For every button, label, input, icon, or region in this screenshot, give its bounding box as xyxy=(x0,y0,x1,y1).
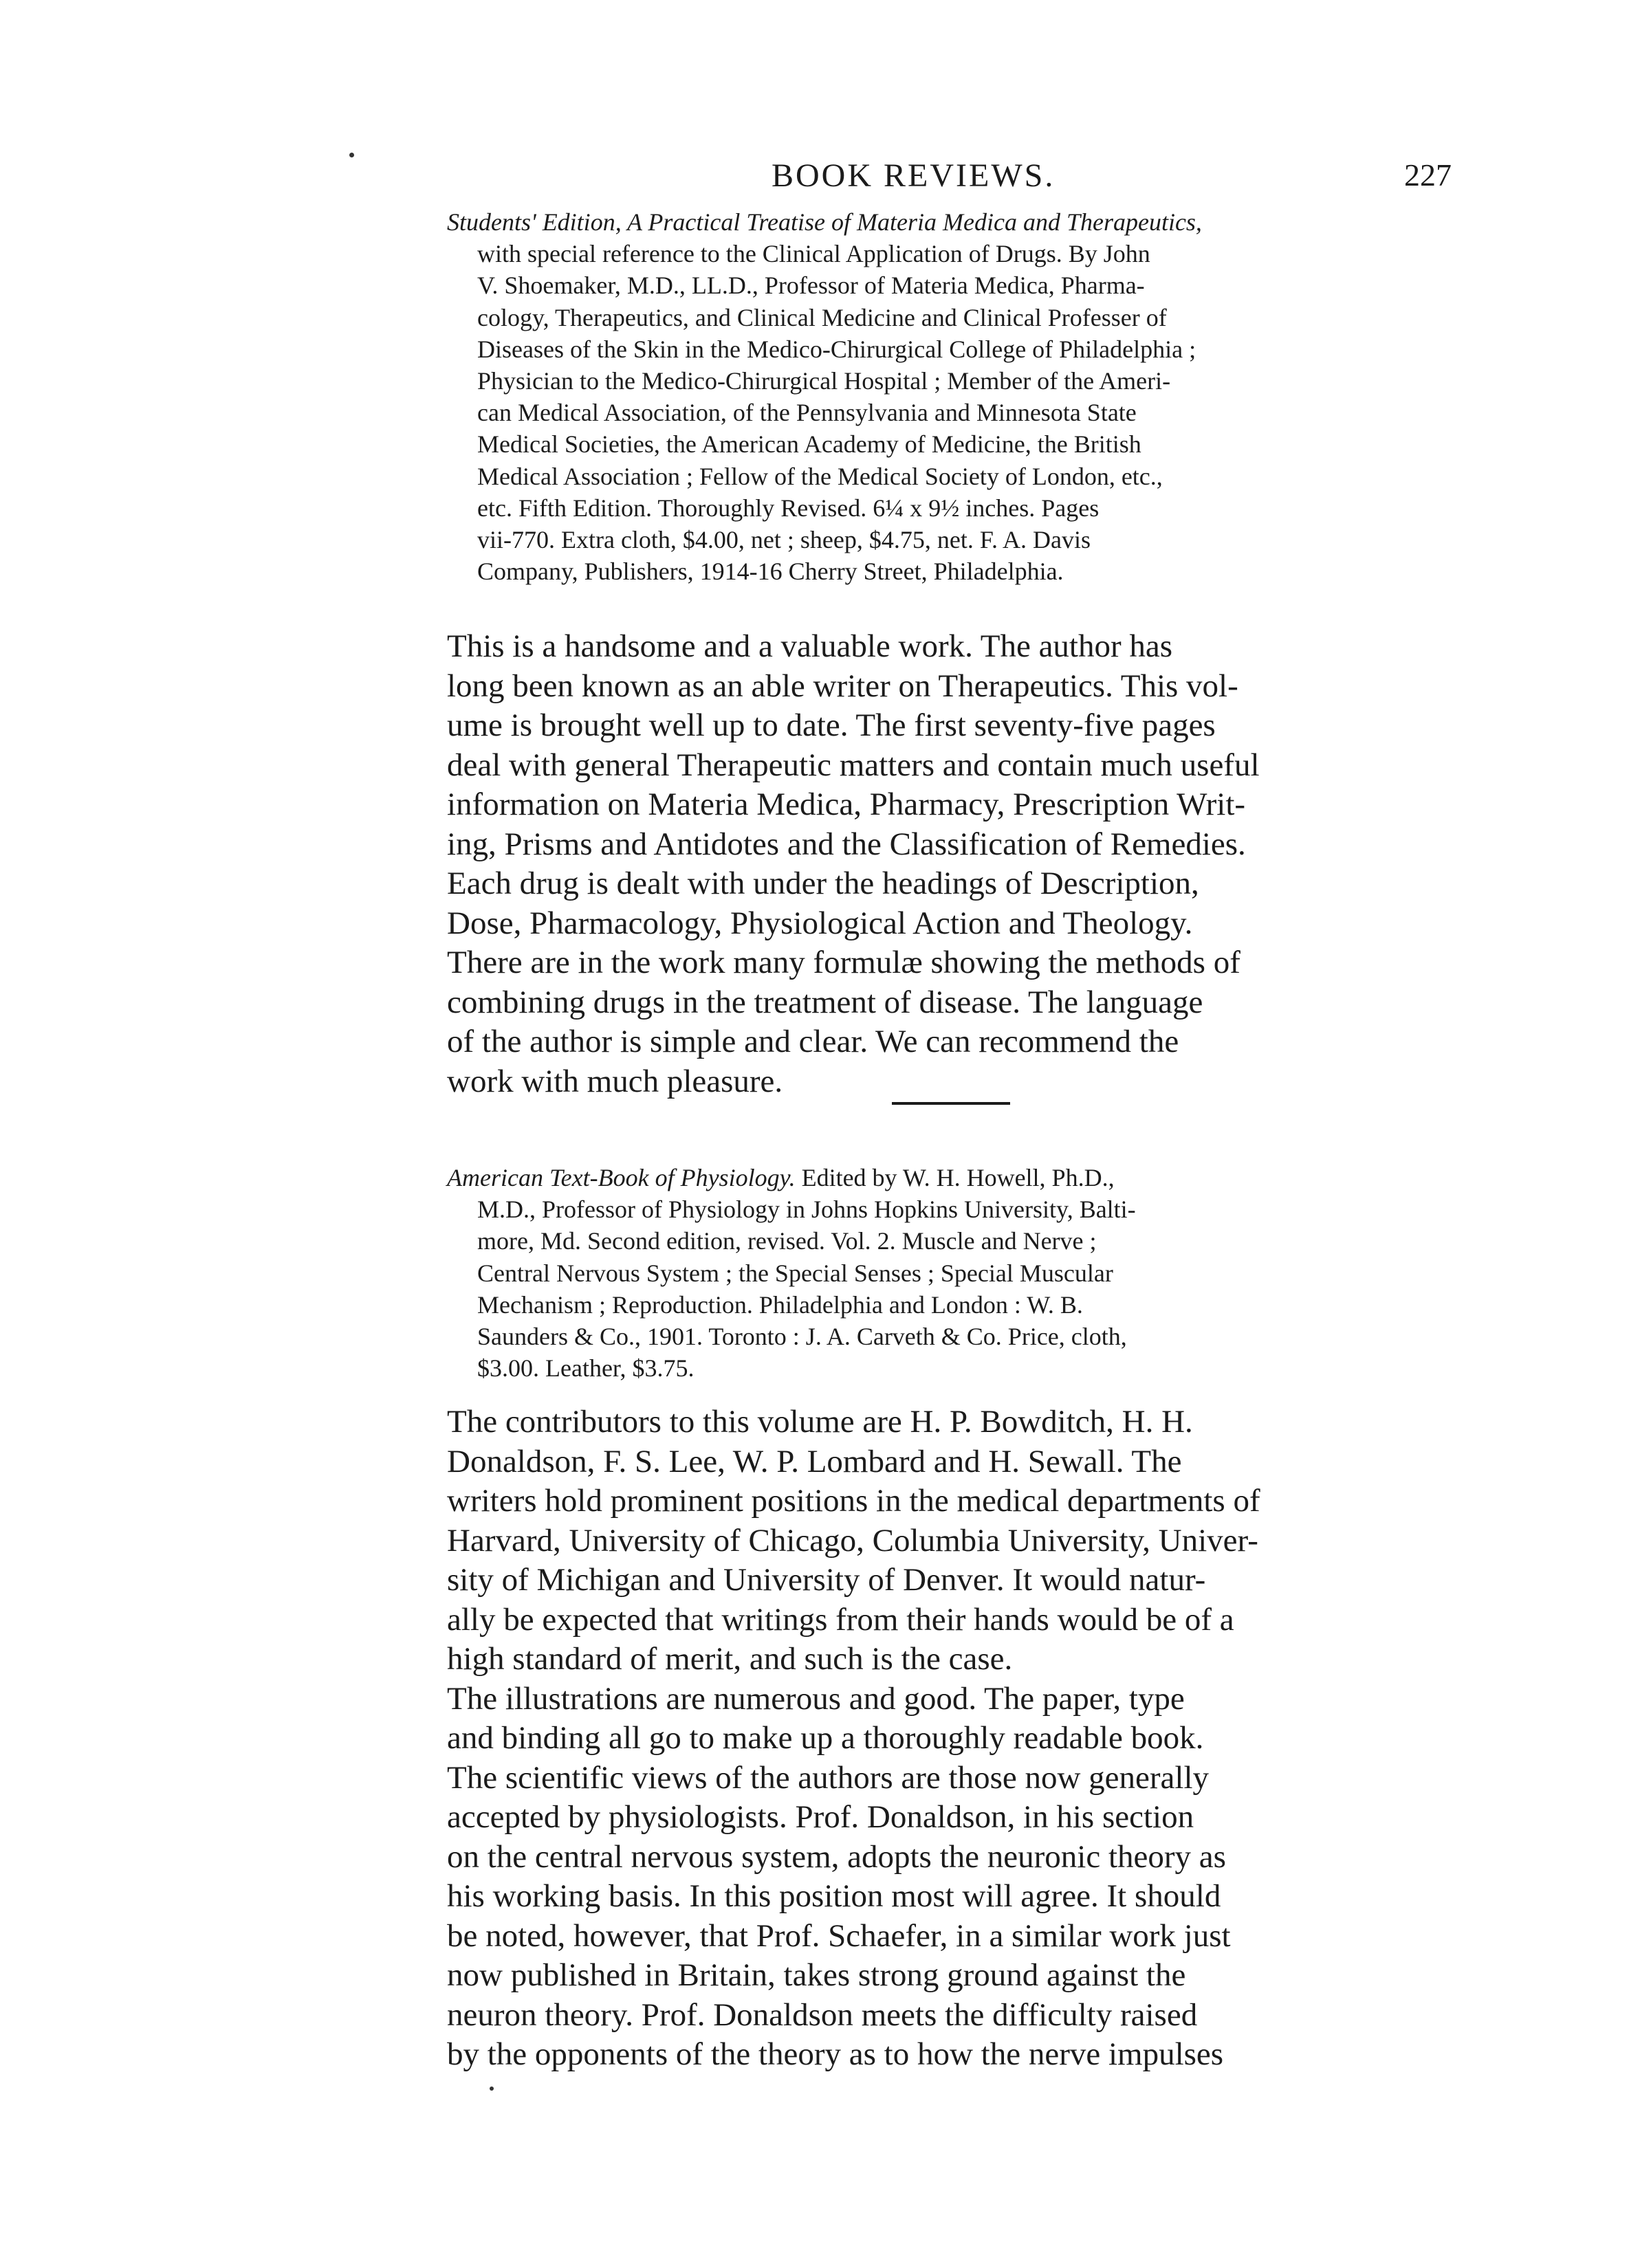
citation-line: vii-770. Extra cloth, $4.00, net ; sheep, $4.75, net. F. A. Davis xyxy=(477,526,1091,554)
citation-line: Physician to the Medico-Chirurgical Hospital ; Member of the Ameri- xyxy=(477,367,1171,395)
section-divider xyxy=(892,1102,1010,1105)
body-line: The illustrations are numerous and good. The paper, type xyxy=(447,1680,1185,1717)
review-1-citation xyxy=(447,206,1472,587)
body-line: neuron theory. Prof. Donaldson meets the difficulty raised xyxy=(447,1996,1198,2033)
body-line: ume is brought well up to date. The first seventy-five pages xyxy=(447,707,1216,743)
review-1-body xyxy=(447,627,1472,1101)
citation-line: with special reference to the Clinical Application of Drugs. By John xyxy=(477,240,1150,268)
body-line: now published in Britain, takes strong ground against the xyxy=(447,1957,1186,1993)
citation-line: can Medical Association, of the Pennsylvania and Minnesota State xyxy=(477,399,1137,427)
review-2-citation xyxy=(447,1162,1472,1384)
citation-line: more, Md. Second edition, revised. Vol. 2. Muscle and Nerve ; xyxy=(477,1227,1097,1255)
citation-title: Students' Edition, A Practical Treatise of Materia Medica and Therapeutics, xyxy=(447,208,1202,236)
citation-line: V. Shoemaker, M.D., LL.D., Professor of Materia Medica, Pharma- xyxy=(477,272,1145,300)
citation-line: Company, Publishers, 1914-16 Cherry Street, Philadelphia. xyxy=(477,558,1064,586)
body-line: by the opponents of the theory as to how the nerve impulses xyxy=(447,2036,1224,2072)
running-head xyxy=(0,157,1640,198)
body-line: The scientific views of the authors are those now generally xyxy=(447,1759,1210,1796)
review-2-body xyxy=(447,1402,1472,2075)
citation-line: Diseases of the Skin in the Medico-Chirurgical College of Philadelphia ; xyxy=(477,335,1196,363)
body-line: high standard of merit, and such is the case. xyxy=(447,1641,1013,1677)
citation-line: Edited by W. H. Howell, Ph.D., xyxy=(795,1164,1115,1191)
citation-line: M.D., Professor of Physiology in Johns Hopkins University, Balti- xyxy=(477,1196,1136,1224)
citation-line: Mechanism ; Reproduction. Philadelphia and London : W. B. xyxy=(477,1290,1083,1319)
citation-line: Saunders & Co., 1901. Toronto : J. A. Carveth & Co. Price, cloth, xyxy=(477,1323,1127,1351)
body-line: on the central nervous system, adopts the neuronic theory as xyxy=(447,1838,1226,1875)
body-line: sity of Michigan and University of Denver. It would natur- xyxy=(447,1562,1206,1598)
body-line: ally be expected that writings from their hands would be of a xyxy=(447,1601,1234,1638)
body-line: Donaldson, F. S. Lee, W. P. Lombard and H. Sewall. The xyxy=(447,1443,1182,1479)
body-line: The contributors to this volume are H. P. Bowditch, H. H. xyxy=(447,1404,1193,1440)
citation-line: $3.00. Leather, $3.75. xyxy=(477,1354,695,1383)
body-line: information on Materia Medica, Pharmacy, Prescription Writ- xyxy=(447,786,1246,822)
body-line: Each drug is dealt with under the headings of Description, xyxy=(447,866,1199,901)
body-line: Dose, Pharmacology, Physiological Action and Theology. xyxy=(447,905,1193,941)
running-title: BOOK REVIEWS. xyxy=(772,157,1056,194)
body-line: ing, Prisms and Antidotes and the Classification of Remedies. xyxy=(447,826,1246,862)
citation-line: Medical Societies, the American Academy of Medicine, the British xyxy=(477,430,1141,459)
body-line: accepted by physiologists. Prof. Donaldson, in his section xyxy=(447,1799,1194,1835)
body-line: combining drugs in the treatment of disease. The language xyxy=(447,984,1203,1020)
body-line: of the author is simple and clear. We can recommend the xyxy=(447,1024,1179,1059)
body-line: work with much pleasure. xyxy=(447,1063,783,1099)
ink-speck xyxy=(490,2087,494,2091)
body-line: be noted, however, that Prof. Schaefer, in a similar work just xyxy=(447,1917,1231,1954)
citation-title: American Text-Book of Physiology. xyxy=(447,1164,796,1191)
body-line: There are in the work many formulæ showing the methods of xyxy=(447,945,1240,980)
body-line: long been known as an able writer on Therapeutics. This vol- xyxy=(447,668,1238,704)
body-line: Harvard, University of Chicago, Columbia University, Univer- xyxy=(447,1522,1258,1559)
citation-line: Medical Association ; Fellow of the Medical Society of London, etc., xyxy=(477,462,1163,490)
body-line: deal with general Therapeutic matters and contain much useful xyxy=(447,747,1260,783)
page-number: 227 xyxy=(1404,157,1452,192)
body-line: and binding all go to make up a thoroughly readable book. xyxy=(447,1720,1204,1756)
citation-line: etc. Fifth Edition. Thoroughly Revised. 6¼ x 9½ inches. Pages xyxy=(477,494,1100,522)
body-line: his working basis. In this position most will agree. It should xyxy=(447,1878,1221,1914)
citation-line: cology, Therapeutics, and Clinical Medicine and Clinical Professer of xyxy=(477,303,1167,331)
body-line: This is a handsome and a valuable work. The author has xyxy=(447,628,1173,664)
citation-line: Central Nervous System ; the Special Senses ; Special Muscular xyxy=(477,1259,1113,1287)
body-line: writers hold prominent positions in the medical departments of xyxy=(447,1483,1260,1519)
